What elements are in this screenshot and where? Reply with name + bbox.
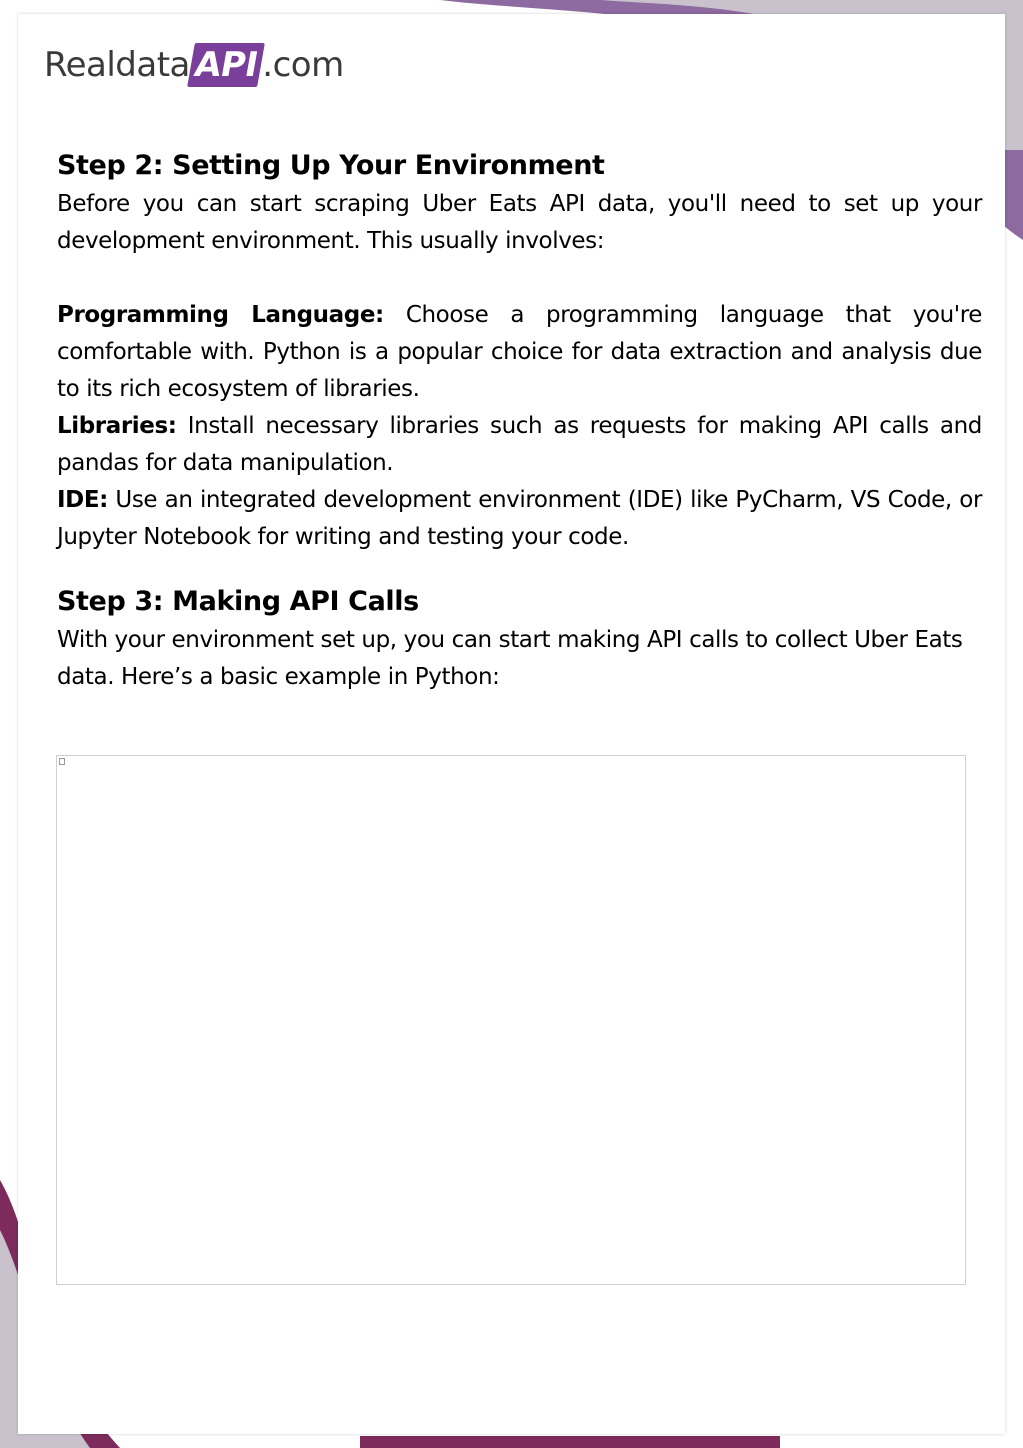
section-intro-step-2: Before you can start scraping Uber Eats API data, you'll need to set up your development environment. This usually involves: bbox=[57, 191, 982, 254]
item-label: Libraries: bbox=[57, 413, 177, 439]
section-heading-step-3: Step 3: Making API Calls bbox=[57, 586, 419, 617]
section-heading-step-2: Step 2: Setting Up Your Environment bbox=[57, 150, 605, 181]
logo-suffix: .com bbox=[262, 45, 344, 85]
item-label: Programming Language: bbox=[57, 302, 384, 328]
item-text: Choose a programming language that you're comfortable with. Python is a popular choice for data extraction and analysis due to its rich ecosystem of libraries. bbox=[57, 302, 982, 402]
item-text: Use an integrated development environment (IDE) like PyCharm, VS Code, or Jupyter Notebook for writing and testing your code. bbox=[57, 487, 982, 550]
item-label: IDE: bbox=[57, 487, 108, 513]
logo-highlight: API bbox=[187, 43, 265, 87]
logo-prefix: Realdata bbox=[44, 45, 190, 85]
code-example-image bbox=[56, 755, 966, 1285]
list-item-programming-language bbox=[57, 297, 982, 408]
broken-image-placeholder bbox=[59, 758, 65, 765]
section-intro-step-3: With your environment set up, you can start making API calls to collect Uber Eats data. Here’s a basic example in Python: bbox=[57, 627, 963, 690]
item-text: Install necessary libraries such as requests for making API calls and pandas for data manipulation. bbox=[57, 413, 982, 476]
list-item-libraries bbox=[57, 408, 982, 482]
broken-image-icon bbox=[59, 758, 65, 765]
brand-logo bbox=[44, 38, 344, 92]
article-body bbox=[57, 146, 982, 696]
list-item-ide bbox=[57, 482, 982, 556]
